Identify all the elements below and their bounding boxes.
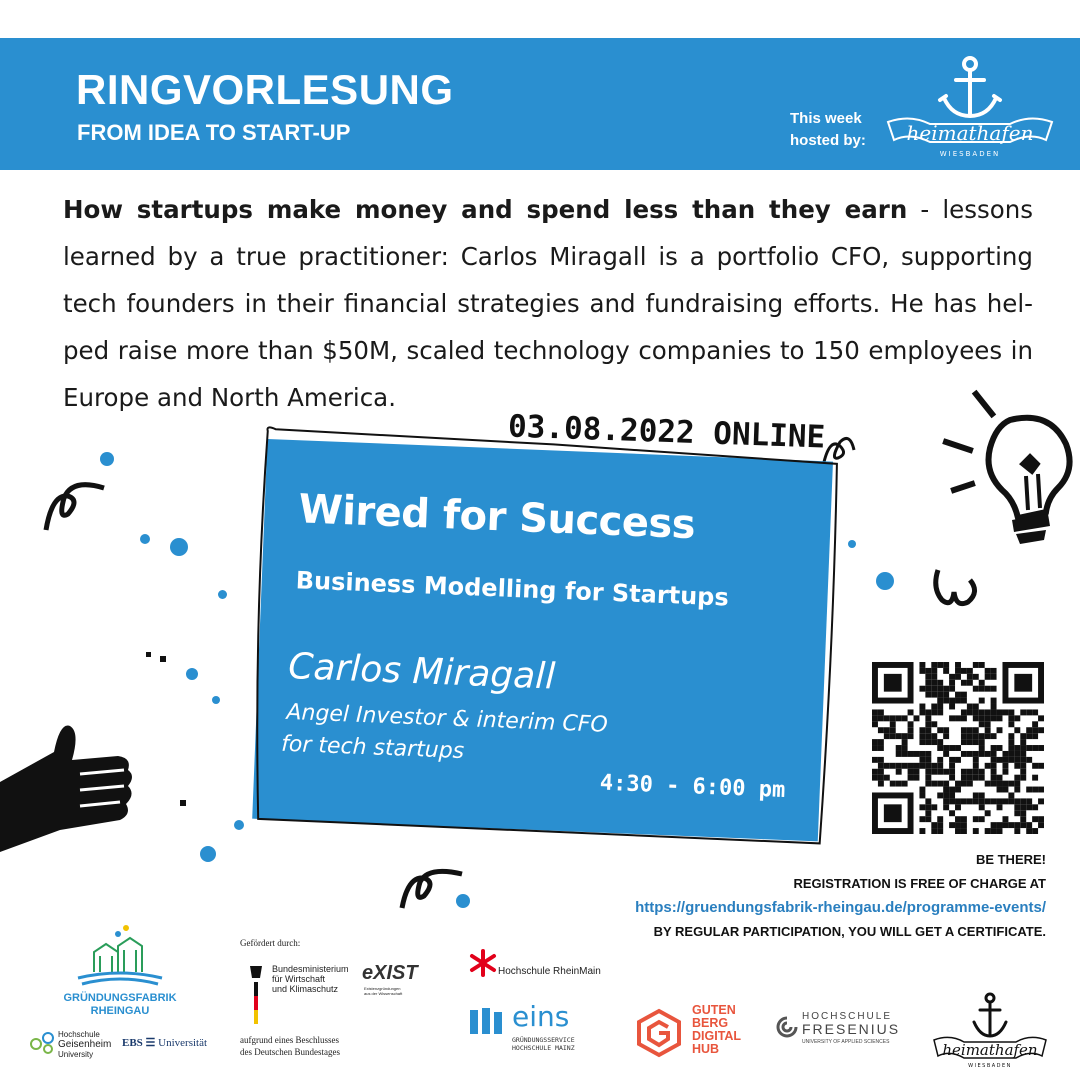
eins-bars-icon	[468, 1006, 508, 1036]
page-title: RINGVORLESUNG	[76, 66, 454, 113]
eagle-flag-icon	[246, 964, 266, 1024]
geisenheim-logo: Hochschule Geisenheim University	[30, 1028, 110, 1058]
squiggle-icon	[930, 562, 986, 612]
decor-dot	[180, 800, 186, 806]
svg-text:WIESBADEN: WIESBADEN	[968, 1063, 1012, 1069]
decor-dot	[160, 656, 166, 662]
heimathafen-logo-icon	[880, 52, 1060, 164]
event-title: Wired for Success	[297, 486, 696, 549]
decor-dot	[140, 534, 150, 544]
lightbulb-icon	[940, 380, 1080, 550]
eins-logo: eins GRÜNDUNGSSERVICE HOCHSCHULE MAINZ	[468, 1004, 598, 1058]
decor-dot	[218, 590, 227, 599]
event-subtitle: Business Modelling for Startups	[295, 566, 730, 612]
qr-code-icon[interactable]	[872, 662, 1044, 834]
gutenberg-digital-hub-logo: GUTEN BERG DIGITAL HUB	[634, 1004, 764, 1064]
hochschule-rheinmain-logo: Hochschule RheinMain	[468, 948, 638, 982]
decor-dot	[170, 538, 188, 556]
speaker-name: Carlos Miragall	[287, 645, 557, 698]
heimathafen-footer-logo-icon	[928, 990, 1052, 1070]
thumbs-up-icon	[0, 712, 140, 862]
svg-text:heimathafen: heimathafen	[906, 121, 1034, 145]
event-description: How startups make money and spend less than they earn - lessons learned by a true practitioner: Carlos Miragall is a portfolio CFO, supporting tech founders in their financial strategies and fundraising efforts. He has hel-ped raise more than $50M, scaled technology companies to 150 employees in Europe and North America.	[63, 195, 1034, 412]
squiggle-icon	[396, 864, 466, 914]
ebs-logo: EBS ☰ Universität	[122, 1037, 208, 1049]
squiggle-icon	[38, 474, 108, 534]
decor-dot	[212, 696, 220, 704]
hochschule-fresenius-logo: HOCHSCHULE FRESENIUS UNIVERSITY OF APPLIED SCIENCES	[776, 1010, 922, 1054]
page-subtitle: FROM IDEA TO START-UP	[77, 120, 351, 145]
factory-icon	[60, 920, 180, 988]
gutenberg-hex-icon	[634, 1008, 684, 1058]
bmwk-exist-logo: Gefördert durch: Bundesministerium für Wirtschaft und Klimaschutz eXIST Existenzgründungen aus der Wissenschaft aufgrund eines Beschlusses des Deutschen Bundestages	[240, 938, 418, 1057]
decor-dot	[186, 668, 198, 680]
decor-dot	[100, 452, 114, 466]
decor-dot	[456, 894, 470, 908]
decor-dot	[200, 846, 216, 862]
event-card	[238, 422, 839, 837]
event-time: 4:30 - 6:00 pm	[599, 770, 786, 803]
speaker-role-line2: for tech startups	[280, 731, 465, 765]
svg-text:heimathafen: heimathafen	[942, 1041, 1038, 1059]
decor-dot	[146, 652, 151, 657]
speaker-role: Angel Investor & interim CFO	[285, 699, 609, 738]
svg-text:WIESBADEN: WIESBADEN	[939, 150, 1001, 158]
fresenius-swirl-icon	[776, 1016, 798, 1038]
rheinmain-star-icon	[468, 948, 498, 978]
hexagon-icon	[30, 1030, 56, 1054]
registration-info: BE THERE! REGISTRATION IS FREE OF CHARGE AT https://gruendungsfabrik-rheingau.de/programme-events/ BY REGULAR PARTICIPATION, YOU WILL GET A CERTIFICATE.	[635, 852, 1046, 939]
gruendungsfabrik-logo: GRÜNDUNGSFABRIK RHEINGAU	[60, 920, 180, 1024]
event-date: 03.08.2022 ONLINE	[507, 408, 826, 456]
decor-dot	[876, 572, 894, 590]
registration-link[interactable]: https://gruendungsfabrik-rheingau.de/programme-events/	[635, 899, 1046, 916]
decor-dot	[848, 540, 856, 548]
hosted-by-label: This week hosted by:	[790, 110, 866, 149]
